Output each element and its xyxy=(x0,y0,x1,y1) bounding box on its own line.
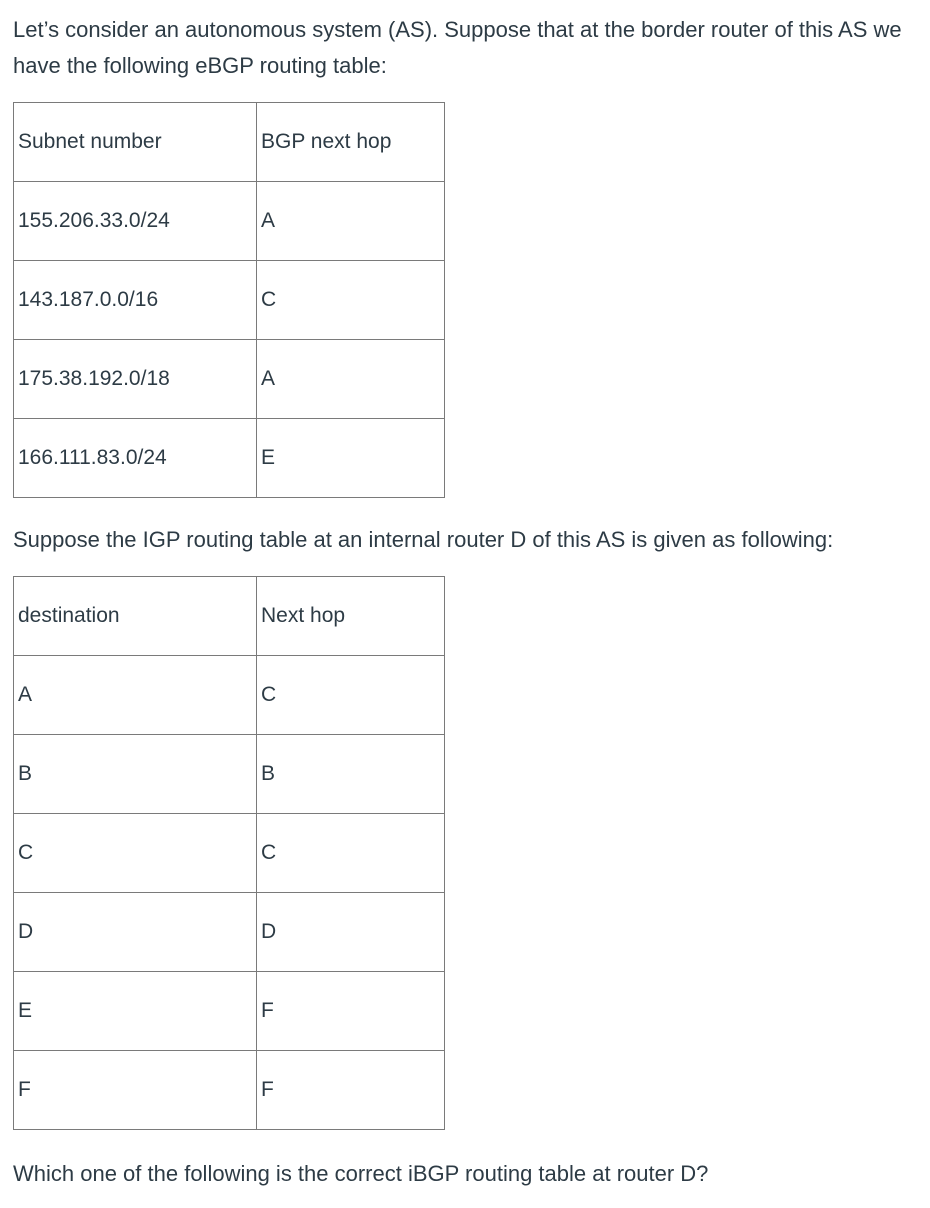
ebgp-subnet-cell: 175.38.192.0/18 xyxy=(14,340,257,419)
table-row xyxy=(14,656,445,735)
ebgp-next-hop-cell: A xyxy=(257,182,445,261)
ebgp-next-hop-cell: A xyxy=(257,340,445,419)
igp-next-hop-cell: C xyxy=(257,656,445,735)
igp-destination-cell: C xyxy=(14,814,257,893)
ebgp-header-subnet: Subnet number xyxy=(14,103,257,182)
question-paragraph: Which one of the following is the correct iBGP routing table at router D? xyxy=(13,1161,709,1186)
ebgp-routing-table xyxy=(13,102,445,498)
ebgp-next-hop-cell: C xyxy=(257,261,445,340)
igp-next-hop-cell: F xyxy=(257,972,445,1051)
table-row xyxy=(14,419,445,498)
table-header-row xyxy=(14,577,445,656)
igp-destination-cell: E xyxy=(14,972,257,1051)
igp-next-hop-cell: F xyxy=(257,1051,445,1130)
igp-next-hop-cell: B xyxy=(257,735,445,814)
igp-header-destination: destination xyxy=(14,577,257,656)
ebgp-subnet-cell: 143.187.0.0/16 xyxy=(14,261,257,340)
table-row xyxy=(14,1051,445,1130)
igp-header-next-hop: Next hop xyxy=(257,577,445,656)
igp-next-hop-cell: C xyxy=(257,814,445,893)
ebgp-next-hop-cell: E xyxy=(257,419,445,498)
ebgp-subnet-cell: 155.206.33.0/24 xyxy=(14,182,257,261)
table-row xyxy=(14,182,445,261)
table-row xyxy=(14,735,445,814)
igp-routing-table xyxy=(13,576,445,1130)
igp-destination-cell: F xyxy=(14,1051,257,1130)
intro-paragraph: Let’s consider an autonomous system (AS). Suppose that at the border router of this AS we have the following eBGP routing table: xyxy=(13,17,902,78)
igp-destination-cell: D xyxy=(14,893,257,972)
table-row xyxy=(14,814,445,893)
igp-next-hop-cell: D xyxy=(257,893,445,972)
igp-intro-paragraph: Suppose the IGP routing table at an internal router D of this AS is given as following: xyxy=(13,527,834,552)
table-header-row xyxy=(14,103,445,182)
table-row xyxy=(14,972,445,1051)
table-row xyxy=(14,340,445,419)
ebgp-subnet-cell: 166.111.83.0/24 xyxy=(14,419,257,498)
igp-destination-cell: B xyxy=(14,735,257,814)
table-row xyxy=(14,893,445,972)
table-row xyxy=(14,261,445,340)
igp-destination-cell: A xyxy=(14,656,257,735)
ebgp-header-next-hop: BGP next hop xyxy=(257,103,445,182)
